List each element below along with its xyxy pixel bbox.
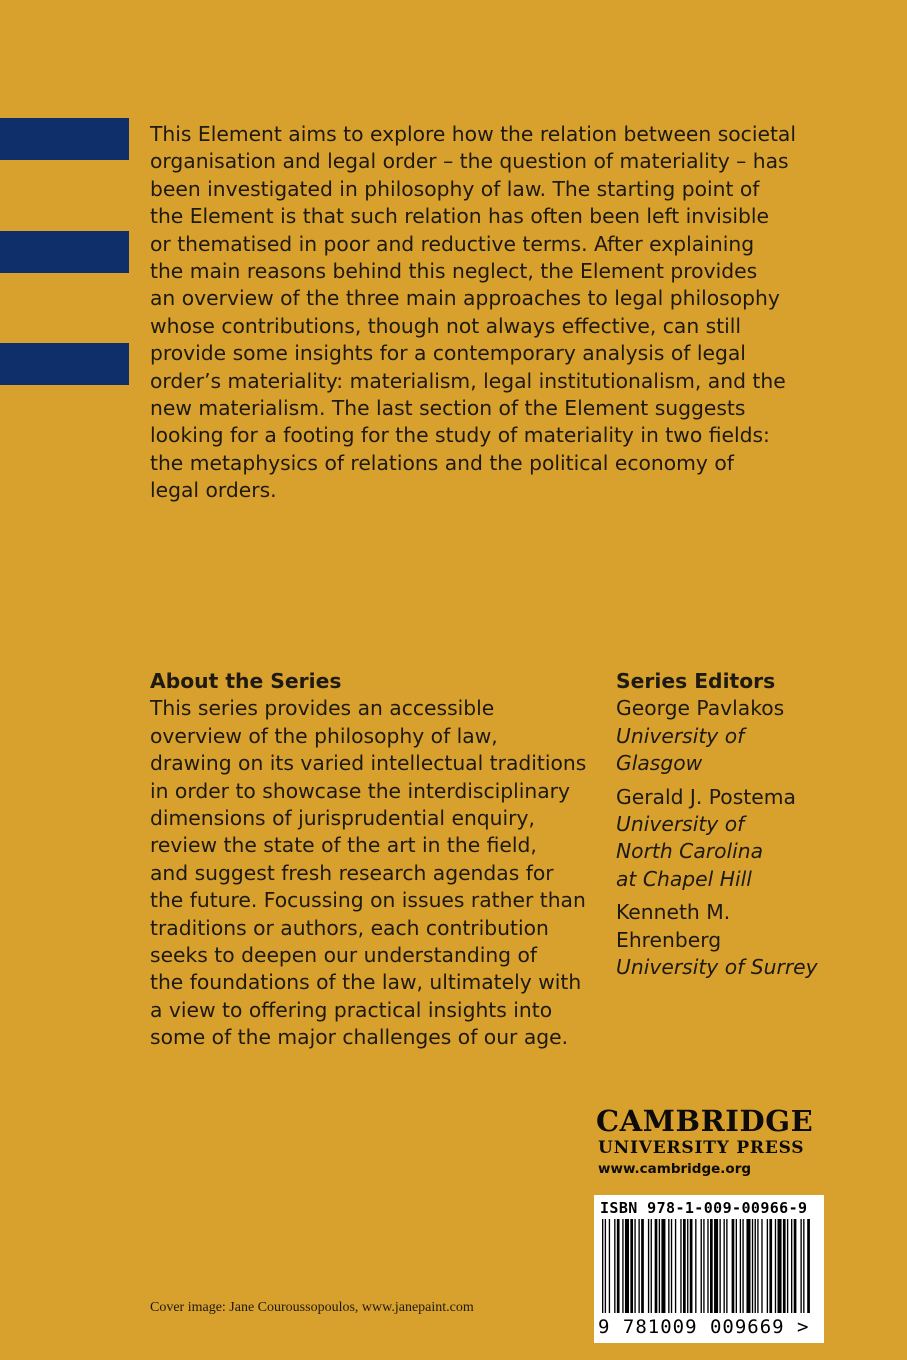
barcode-stripe xyxy=(783,1219,786,1313)
editor-institution: University of North Carolina at Chapel Hill xyxy=(616,812,764,891)
barcode-stripe xyxy=(807,1219,810,1313)
barcode-stripe xyxy=(617,1219,620,1313)
editor-entry xyxy=(616,899,896,981)
barcode-stripe xyxy=(659,1219,660,1313)
publisher-subtitle: UNIVERSITY PRESS xyxy=(598,1138,805,1158)
barcode-stripe xyxy=(719,1219,720,1313)
series-editors-section xyxy=(616,668,896,981)
barcode-stripe xyxy=(714,1219,718,1313)
barcode-stripe xyxy=(752,1219,753,1313)
barcode-stripe xyxy=(794,1219,797,1313)
barcode-stripe xyxy=(638,1219,639,1313)
barcode-stripe xyxy=(710,1219,713,1313)
barcode-stripe xyxy=(740,1219,741,1313)
barcode-stripe xyxy=(757,1219,758,1313)
barcode-stripe xyxy=(791,1219,792,1313)
editor-name: George Pavlakos xyxy=(616,696,785,721)
series-editors-heading: Series Editors xyxy=(616,669,776,693)
barcode-stripe xyxy=(622,1219,623,1313)
cover-image-credit: Cover image: Jane Couroussopoulos, www.janepaint.com xyxy=(150,1300,474,1315)
editor-entry xyxy=(616,695,896,777)
barcode-stripe xyxy=(769,1219,772,1313)
decorative-bar-middle xyxy=(0,231,129,273)
barcode-bars xyxy=(600,1219,818,1317)
barcode-stripe xyxy=(732,1219,735,1313)
editor-entry xyxy=(616,784,896,894)
editor-institution: University of Glasgow xyxy=(616,723,745,776)
barcode-stripe xyxy=(703,1219,704,1313)
barcode-stripe xyxy=(707,1219,708,1313)
publisher-logo xyxy=(596,1105,826,1179)
barcode-stripe xyxy=(736,1219,737,1313)
about-series-body: This series provides an accessible overview of the philosophy of law, drawing on its varied intellectual traditions in order to showcase the interdisciplinary dimensions of jurisprudential enquiry, review the state of the art in the field, and suggest fresh research agendas for the future. Focussing on issues rather than traditions or authors, each contribution seeks to deepen our understanding of the foundations of the law, ultimately with a view to offering practical insights into some of the major challenges of our age. xyxy=(150,696,587,1050)
barcode-stripe xyxy=(634,1219,635,1313)
barcode-stripe xyxy=(648,1219,649,1313)
barcode-stripe xyxy=(609,1219,610,1313)
barcode-stripe xyxy=(803,1219,804,1313)
barcode-stripe xyxy=(755,1219,756,1313)
isbn-barcode xyxy=(594,1195,824,1343)
barcode-stripe xyxy=(641,1219,644,1313)
barcode-stripe xyxy=(614,1219,615,1313)
about-series-heading: About the Series xyxy=(150,669,342,693)
editor-institution: University of Surrey xyxy=(616,955,818,980)
isbn-label: ISBN 978-1-009-00966-9 xyxy=(600,1199,808,1217)
barcode-stripe xyxy=(778,1219,782,1313)
barcode-stripe xyxy=(675,1219,676,1313)
barcode-stripe xyxy=(726,1219,727,1313)
barcode-stripe xyxy=(671,1219,672,1313)
decorative-bar-top xyxy=(0,118,129,160)
barcode-stripe xyxy=(775,1219,776,1313)
barcode-stripe xyxy=(701,1219,702,1313)
about-series-section xyxy=(150,668,610,1052)
editor-name: Kenneth M. Ehrenberg xyxy=(616,900,731,952)
barcode-stripe xyxy=(690,1219,693,1313)
barcode-stripe xyxy=(746,1219,750,1313)
decorative-bar-bottom xyxy=(0,343,129,385)
barcode-stripe xyxy=(630,1219,633,1313)
publisher-name: CAMBRIDGE xyxy=(596,1104,814,1138)
barcode-stripe xyxy=(668,1219,669,1313)
barcode-stripe xyxy=(680,1219,681,1313)
barcode-stripe xyxy=(742,1219,743,1313)
editor-name: Gerald J. Postema xyxy=(616,784,796,809)
barcode-stripe xyxy=(724,1219,725,1313)
barcode-stripe xyxy=(761,1219,762,1313)
barcode-stripe xyxy=(767,1219,768,1313)
publisher-url: www.cambridge.org xyxy=(598,1161,752,1177)
barcode-stripe xyxy=(787,1219,788,1313)
barcode-stripe xyxy=(683,1219,686,1313)
barcode-stripe xyxy=(651,1219,652,1313)
barcode-stripe xyxy=(605,1219,606,1313)
barcode-digits: 9 781009 009669 > xyxy=(598,1316,810,1338)
barcode-stripe xyxy=(625,1219,629,1313)
barcode-stripe xyxy=(661,1219,665,1313)
barcode-stripe xyxy=(695,1219,696,1313)
abstract-text: This Element aims to explore how the relation between societal organisation and legal order – the question of materiality – has been investigated in philosophy of law. The starting point of the Element is that such relation has often been left invisible or thematised in poor and reductive terms. After explaining the main reasons behind this neglect, the Element provides an overview of the three main approaches to legal philosophy whose contributions, though not always effective, can still provide some insights for a contemporary analysis of legal order’s materiality: materialism, legal institutionalism, and the new materialism. The last section of the Element suggests looking for a footing for the study of materiality in two fields: the metaphysics of relations and the political economy of legal orders. xyxy=(150,122,796,503)
barcode-stripe xyxy=(687,1219,688,1313)
barcode-stripe xyxy=(602,1219,603,1313)
barcode-stripe xyxy=(800,1219,801,1313)
barcode-stripe xyxy=(655,1219,658,1313)
